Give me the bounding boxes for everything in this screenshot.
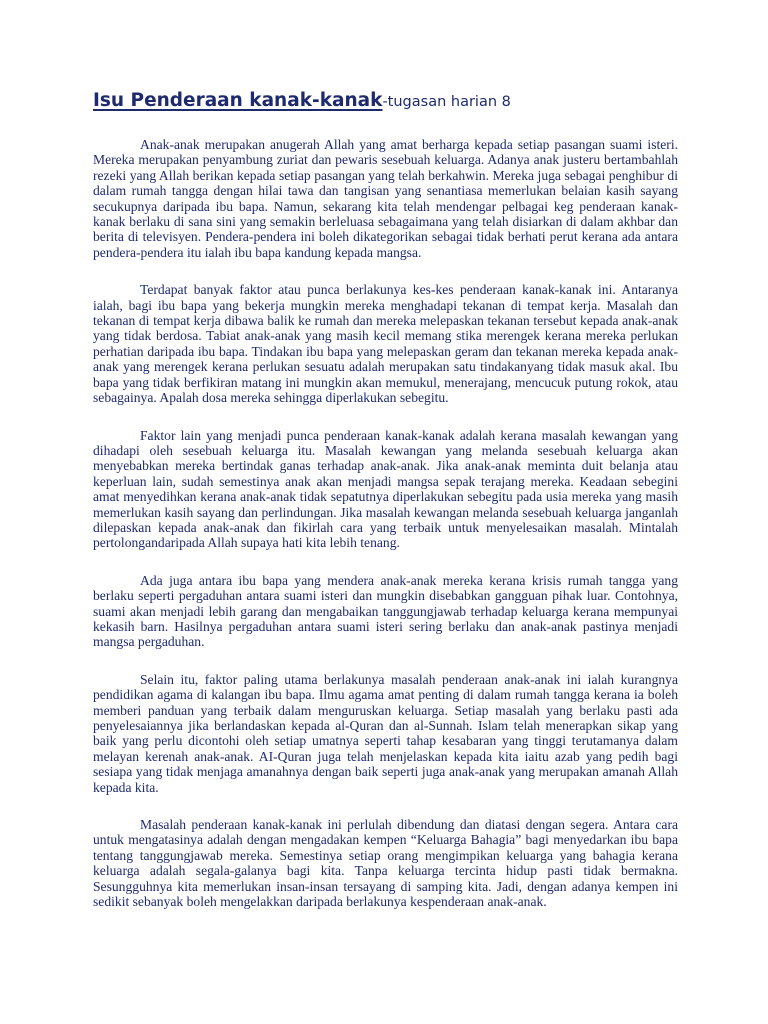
paragraph-6: Masalah penderaan kanak-kanak ini perlulah dibendung dan diatasi dengan segera. Antara cara untuk mengatasinya adalah dengan mengadakan kempen “Keluarga Bahagia” bagi menyedarkan ibu bapa tentang tanggungjawab mereka. Semestinya setiap orang mengimpikan keluarga yang bahagia kerana keluarga adalah segala-galanya bagi kita. Tanpa keluarga tercinta hidup pasti tidak bermakna. Sesungguhnya kita memerlukan insan-insan tersayang di samping kita. Jadi, dengan adanya kempen ini sedikit sebanyak boleh mengelakkan daripada berlakunya kespenderaan anak-anak. (93, 817, 678, 910)
paragraph-3: Faktor lain yang menjadi punca penderaan kanak-kanak adalah kerana masalah kewangan yang dihadapi oleh sesebuah keluarga itu. Masalah kewangan yang melanda sesebuah keluarga akan menyebabkan mereka bertindak ganas terhadap anak-anak. Jika anak-anak meminta duit belanja atau keperluan lain, sudah semestinya anak akan menjadi mangsa sepak terajang mereka. Keadaan sebegini amat menyedihkan kerana anak-anak tidak sepatutnya diperlakukan sebegitu pada usia mereka yang masih memerlukan kasih sayang dan perlindungan. Jika masalah kewangan melanda sesebuah keluarga janganlah dilepaskan kepada anak-anak dan fikirlah cara yang terbaik untuk menyelesaikan masalah. Mintalah pertolongandaripada Allah supaya hati kita lebih tenang. (93, 427, 678, 551)
paragraph-2: Terdapat banyak faktor atau punca berlakunya kes-kes penderaan kanak-kanak ini. Antaranya ialah, bagi ibu bapa yang bekerja mungkin mereka menghadapi tekanan di tempat kerja. Masalah dan tekanan di tempat kerja dibawa balik ke rumah dan mereka melepaskan tekanan tersebut kepada anak-anak yang tidak berdosa. Tabiat anak-anak yang masih kecil memang stika merengek kerana mereka perlukan perhatian daripada ibu bapa. Tindakan ibu bapa yang melepaskan geram dan tekanan mereka kepada anak-anak yang merengek kerana perlukan sesuatu adalah merupakan satu tindakanyang tidak masuk akal. Ibu bapa yang tidak berfikiran matang ini mungkin akan memukul, menerajang, mencucuk putung rokok, atau sebagainya. Apalah dosa mereka sehingga diperlakukan sebegitu. (93, 282, 678, 406)
document-page (93, 88, 678, 909)
paragraph-5: Selain itu, faktor paling utama berlakunya masalah penderaan anak-anak ini ialah kurangnya pendidikan agama di kalangan ibu bapa. Ilmu agama amat penting di dalam rumah tangga kerana ia boleh memberi panduan yang terbaik dalam menguruskan keluarga. Setiap masalah yang berlaku pasti ada penyelesaiannya jika berlandaskan kepada al-Quran dan al-Sunnah. Islam telah menerapkan sikap yang baik yang perlu dicontohi oleh setiap umatnya seperti tahap kesabaran yang tinggi terutamanya dalam melayan kerenah anak-anak. AI-Quran juga telah menjelaskan kepada kita iaitu azab yang pedih bagi sesiapa yang tidak menjaga amanahnya dengan baik seperti juga anak-anak yang merupakan amanah Allah kepada kita. (93, 671, 678, 795)
paragraph-4: Ada juga antara ibu bapa yang mendera anak-anak mereka kerana krisis rumah tangga yang berlaku seperti pergaduhan antara suami isteri dan mungkin disebabkan gangguan pihak luar. Contohnya, suami akan menjadi lebih garang dan mengabaikan tanggungjawab terhadap keluarga kerana mempunyai kekasih barn. Hasilnya pergaduhan antara suami isteri sering berlaku dan anak-anak pastinya menjadi mangsa pergaduhan. (93, 572, 678, 650)
title-main: Isu Penderaan kanak-kanak (93, 90, 383, 111)
title-subtitle: -tugasan harian 8 (382, 94, 511, 110)
document-title (93, 88, 678, 115)
paragraph-1: Anak-anak merupakan anugerah Allah yang amat berharga kepada setiap pasangan suami isteri. Mereka merupakan penyambung zuriat dan pewaris sesebuah keluarga. Adanya anak justeru bertambahlah rezeki yang Allah berikan kepada setiap pasangan yang telah berkahwin. Mereka juga sebagai penghibur di dalam rumah tangga dengan hilai tawa dan tangisan yang senantiasa memerlukan belaian kasih sayang secukupnya daripada ibu bapa. Namun, sekarang kita telah mendengar pelbagai keg penderaan kanak-kanak berlaku di sana sini yang semakin berleluasa sebagaimana yang telah disiarkan di dalam akhbar dan berita di televisyen. Pendera-pendera ini boleh dikategorikan sebagai tidak berhati perut kerana ada antara pendera-pendera itu ialah ibu bapa kandung kepada mangsa. (93, 137, 678, 260)
